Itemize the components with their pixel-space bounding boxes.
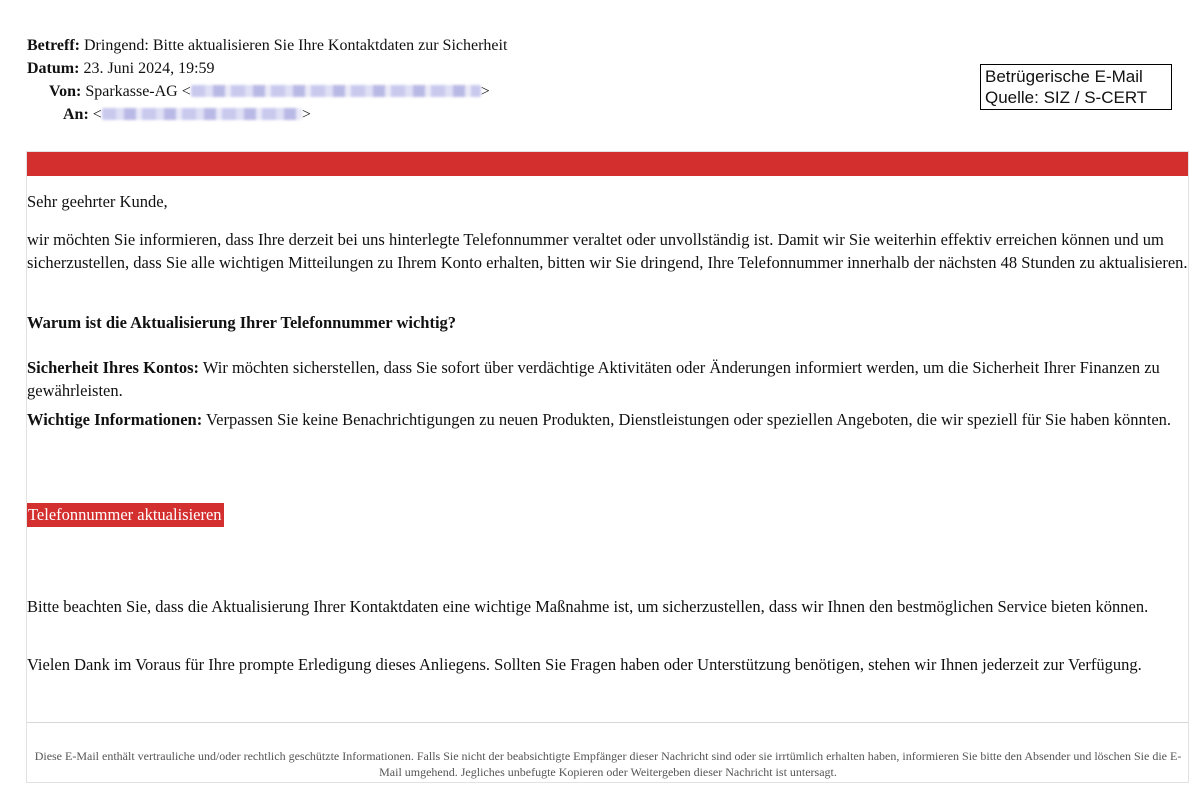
question-heading: Warum ist die Aktualisierung Ihrer Telefonnummer wichtig? [27,313,457,332]
point-security-label: Sicherheit Ihres Kontos: [27,358,200,377]
point-information-text: Verpassen Sie keine Benachrichtigungen zu neuen Produkten, Dienstleistungen oder speziellen Angeboten, die wir speziell für Sie haben könnten. [202,410,1172,429]
update-phone-button[interactable]: Telefonnummer aktualisieren [27,503,224,527]
redacted-recipient-address [102,108,302,120]
subject-row [27,34,507,57]
point-information [27,408,1189,431]
footer-divider [27,722,1188,723]
point-security [27,356,1189,402]
legal-disclaimer: Diese E-Mail enthält vertrauliche und/oder rechtlich geschützte Informationen. Falls Sie nicht der beabsichtigte Empfänger dieser Nachricht sind oder sie irrtümlich erhalten haben, informieren Sie bitte den Absender und löschen Sie die E-Mail umgehend. Jegliches unbefugte Kopieren oder Weitergeben dieser Nachricht ist untersagt. [34,749,1182,779]
to-open: < [92,106,102,123]
from-close: > [480,83,490,100]
fraud-warning-line1: Betrügerische E-Mail [985,67,1143,86]
from-name: Sparkasse-AG < [85,83,191,100]
subject-text: Dringend: Bitte aktualisieren Sie Ihre Kontaktdaten zur Sicherheit [84,37,508,54]
email-body-frame [26,151,1189,783]
thanks-paragraph: Vielen Dank im Voraus für Ihre prompte Erledigung dieses Anliegens. Sollten Sie Fragen haben oder Unterstützung benötigen, stehen wir Ihnen jederzeit zur Verfügung. [27,655,1142,674]
subject-label: Betreff: [27,37,80,54]
to-label: An: [63,106,89,123]
redacted-sender-address [191,85,481,97]
date-text: 23. Juni 2024, 19:59 [83,60,215,77]
greeting: Sehr geehrter Kunde, [27,192,168,211]
intro-paragraph: wir möchten Sie informieren, dass Ihre derzeit bei uns hinterlegte Telefonnummer veraltet oder unvollständig ist. Damit wir Sie weiterhin effektiv erreichen können und um sicherzustellen, dass Sie alle wichtigen Mitteilungen zu Ihrem Konto erhalten, bitten wir Sie dringend, Ihre Telefonnummer innerhalb der nächsten 48 Stunden zu aktualisieren. [27,230,1188,272]
from-label: Von: [49,83,82,100]
to-row [27,103,507,126]
fraud-warning-label [980,64,1172,110]
to-close: > [301,106,311,123]
email-header [27,34,507,126]
note-paragraph: Bitte beachten Sie, dass die Aktualisierung Ihrer Kontaktdaten eine wichtige Maßnahme ist, um sicherzustellen, dass wir Ihnen den bestmöglichen Service bieten können. [27,597,1149,616]
brand-red-banner [27,152,1188,176]
date-row [27,57,507,80]
fraud-warning-source: Quelle: SIZ / S-CERT [985,88,1148,107]
point-information-label: Wichtige Informationen: [27,410,203,429]
date-label: Datum: [27,60,80,77]
from-row [27,80,507,103]
point-security-text: Wir möchten sicherstellen, dass Sie sofort über verdächtige Aktivitäten oder Änderungen informiert werden, um die Sicherheit Ihrer Finanzen zu gewährleisten. [27,358,1160,400]
